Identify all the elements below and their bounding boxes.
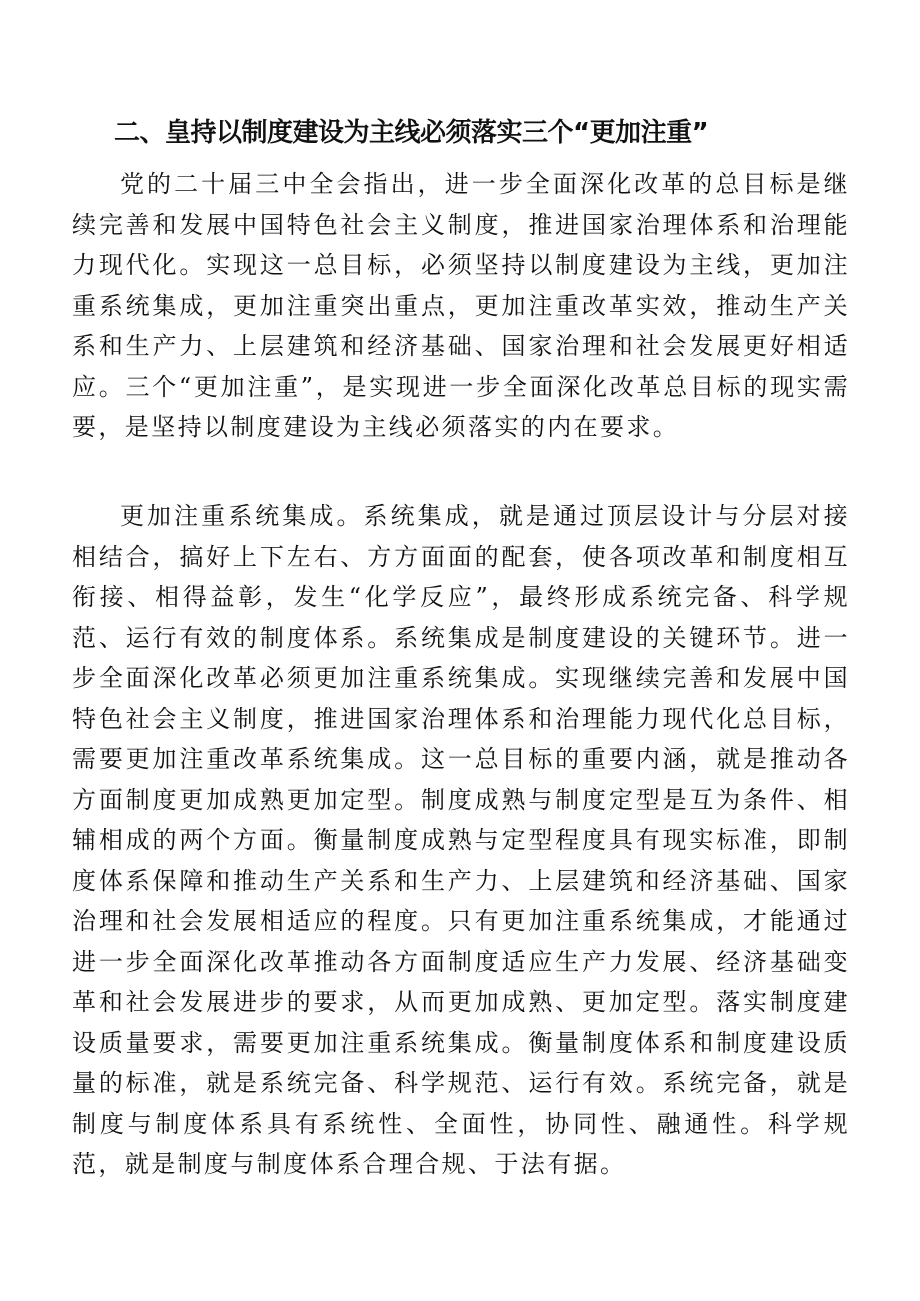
paragraph-1: 党的二十届三中全会指出，进一步全面深化改革的总目标是继续完善和发展中国特色社会主义制度，推进国家治理体系和治理能力现代化。实现这一总目标，必须坚持以制度建设为主线，更加注重系统集成，更加注重突出重点，更加注重改革实效，推动生产关系和生产力、上层建筑和经济基础、国家治理和社会发展更好相适应。三个“更加注重”，是实现进一步全面深化改革总目标的现实需要，是坚持以制度建设为主线必须落实的内在要求。 xyxy=(72,170,850,441)
paragraph-2: 更加注重系统集成。系统集成，就是通过顶层设计与分层对接相结合，搞好上下左右、方方面面的配套，使各项改革和制度相互衔接、相得益彰，发生“化学反应”，最终形成系统完备、科学规范、运行有效的制度体系。系统集成是制度建设的关键环节。进一步全面深化改革必须更加注重系统集成。实现继续完善和发展中国特色社会主义制度，推进国家治理体系和治理能力现代化总目标，需要更加注重改革系统集成。这一总目标的重要内涵，就是推动各方面制度更加成熟更加定型。制度成熟与制度定型是互为条件、相辅相成的两个方面。衡量制度成熟与定型程度具有现实标准，即制度体系保障和推动生产关系和生产力、上层建筑和经济基础、国家治理和社会发展相适应的程度。只有更加注重系统集成，才能通过进一步全面深化改革推动各方面制度适应生产力发展、经济基础变革和社会发展进步的要求，从而更加成熟、更加定型。落实制度建设质量要求，需要更加注重系统集成。衡量制度体系和制度建设质量的标准，就是系统完备、科学规范、运行有效。系统完备，就是制度与制度体系具有系统性、全面性，协同性、融通性。科学规范，就是制度与制度体系合理合规、于法有据。 xyxy=(72,502,850,1178)
section-heading: 二、皇持以制度建设为主线必须落实三个“更加注重” xyxy=(114,118,709,148)
